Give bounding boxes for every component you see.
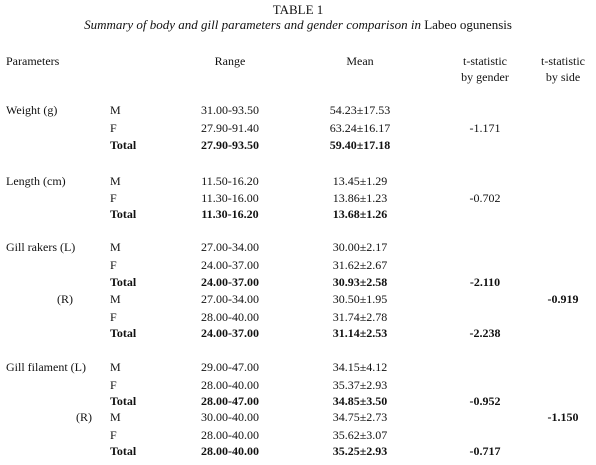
row-mean: 31.14±2.53 xyxy=(332,326,388,340)
row-mean: 34.15±4.12 xyxy=(332,360,388,374)
row-sex: Total xyxy=(110,207,137,221)
row-t-side: -0.919 xyxy=(547,292,579,306)
row-mean: 31.62±2.67 xyxy=(332,258,388,272)
row-mean: 54.23±17.53 xyxy=(329,103,391,117)
row-sex: M xyxy=(110,292,121,306)
row-range: 24.00-37.00 xyxy=(201,275,259,289)
row-range: 27.90-91.40 xyxy=(201,121,259,135)
row-sex: F xyxy=(110,191,117,205)
row-sex: F xyxy=(110,428,117,442)
row-range: 27.00-34.00 xyxy=(201,240,259,254)
row-mean: 63.24±16.17 xyxy=(329,121,391,135)
row-t-gender: -0.702 xyxy=(469,191,501,205)
header-t-gender xyxy=(440,53,530,85)
table-subtitle xyxy=(0,17,596,32)
row-t-side: -1.150 xyxy=(547,410,579,424)
row-t-gender: -0.717 xyxy=(469,444,501,458)
table-title: TABLE 1 xyxy=(272,2,324,17)
row-sex: M xyxy=(110,410,121,424)
row-t-gender: -0.952 xyxy=(469,394,501,408)
row-mean: 34.85±3.50 xyxy=(332,394,388,408)
row-sex: M xyxy=(110,174,121,188)
row-parameter: Length (cm) xyxy=(6,174,66,188)
row-range: 28.00-40.00 xyxy=(201,444,259,458)
row-sex: F xyxy=(110,378,117,392)
row-sex: M xyxy=(110,103,121,117)
row-parameter: (R) xyxy=(76,410,92,424)
row-range: 11.50-16.20 xyxy=(201,174,259,188)
header-parameters: Parameters xyxy=(6,54,60,68)
row-t-gender: -2.238 xyxy=(469,326,501,340)
row-parameter: Gill filament (L) xyxy=(6,360,86,374)
header-t-side xyxy=(528,53,596,85)
row-mean: 31.74±2.78 xyxy=(332,310,388,324)
row-range: 27.00-34.00 xyxy=(201,292,259,306)
row-mean: 35.62±3.07 xyxy=(332,428,388,442)
row-mean: 30.93±2.58 xyxy=(332,275,388,289)
row-range: 28.00-47.00 xyxy=(201,394,259,408)
header-t-gender-line2: by gender xyxy=(461,70,509,84)
row-t-gender: -2.110 xyxy=(469,275,501,289)
row-mean: 30.50±1.95 xyxy=(332,292,388,306)
row-sex: F xyxy=(110,258,117,272)
row-sex: Total xyxy=(110,138,137,152)
row-range: 30.00-40.00 xyxy=(201,410,259,424)
row-sex: Total xyxy=(110,275,137,289)
row-range: 28.00-40.00 xyxy=(201,378,259,392)
row-mean: 30.00±2.17 xyxy=(332,240,388,254)
row-sex: M xyxy=(110,240,121,254)
row-sex: Total xyxy=(110,444,137,458)
row-range: 28.00-40.00 xyxy=(201,428,259,442)
row-range: 27.90-93.50 xyxy=(201,138,259,152)
row-sex: Total xyxy=(110,394,137,408)
row-sex: F xyxy=(110,121,117,135)
header-t-gender-line1: t-statistic xyxy=(463,54,507,68)
row-mean: 13.86±1.23 xyxy=(332,191,388,205)
row-mean: 35.25±2.93 xyxy=(332,444,388,458)
row-sex: F xyxy=(110,310,117,324)
row-range: 11.30-16.20 xyxy=(201,207,259,221)
row-sex: Total xyxy=(110,326,137,340)
row-mean: 13.68±1.26 xyxy=(332,207,388,221)
row-range: 24.00-37.00 xyxy=(201,258,259,272)
header-t-side-line2: by side xyxy=(545,70,581,84)
header-t-side-line1: t-statistic xyxy=(541,54,585,68)
subtitle-italic: Summary of body and gill parameters and gender comparison in xyxy=(84,17,421,32)
row-mean: 35.37±2.93 xyxy=(332,378,388,392)
row-range: 31.00-93.50 xyxy=(201,103,259,117)
header-mean: Mean xyxy=(346,54,374,68)
subtitle-species: Labeo ogunensis xyxy=(420,17,512,32)
row-parameter: (R) xyxy=(57,292,73,306)
row-mean: 59.40±17.18 xyxy=(329,138,391,152)
row-t-gender: -1.171 xyxy=(469,121,501,135)
row-mean: 13.45±1.29 xyxy=(332,174,388,188)
row-parameter: Weight (g) xyxy=(6,103,58,117)
row-range: 28.00-40.00 xyxy=(201,310,259,324)
row-range: 24.00-37.00 xyxy=(201,326,259,340)
header-range: Range xyxy=(214,54,246,68)
row-sex: M xyxy=(110,360,121,374)
row-mean: 34.75±2.73 xyxy=(332,410,388,424)
row-parameter: Gill rakers (L) xyxy=(6,240,76,254)
row-range: 11.30-16.00 xyxy=(201,191,259,205)
row-range: 29.00-47.00 xyxy=(201,360,259,374)
